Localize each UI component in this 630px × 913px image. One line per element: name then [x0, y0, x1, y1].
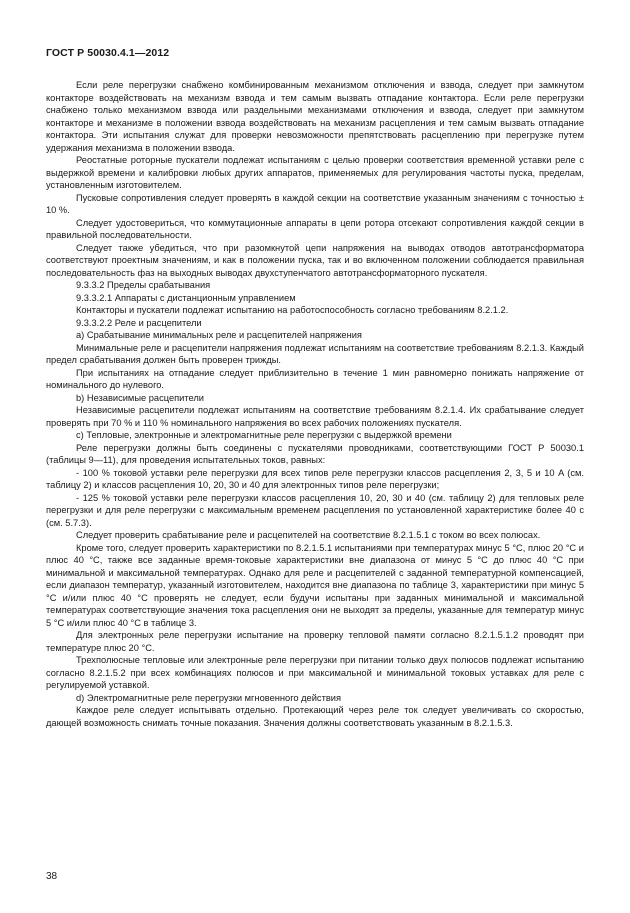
section-heading: 9.3.3.2 Пределы срабатывания	[76, 280, 211, 290]
paragraph: Реле перегрузки должны быть соединены с пускателями проводниками, соответствующими ГОСТ Р 50030.1 (таблицы 9—11), для проведения испытательных токов, равных:	[46, 442, 584, 465]
list-heading: b) Независимые расцепители	[76, 392, 205, 403]
paragraph: Пусковые сопротивления следует проверять в каждой секции на соответствие указанным значениям с точностью ± 10 %.	[46, 192, 584, 215]
paragraph: Для электронных реле перегрузки испытание на проверку тепловой памяти согласно 8.2.1.5.1.2 проводят при температуре плюс 20 °C.	[46, 630, 584, 653]
list-heading: d) Электромагнитные реле перегрузки мгновенного действия	[76, 692, 341, 703]
section-heading: 9.3.3.2.2 Реле и расцепители	[76, 317, 202, 328]
paragraph: Трехполюсные тепловые или электронные реле перегрузки при питании только двух полюсов подлежат испытанию согласно 8.2.1.5.2 при всех комбинациях полюсов и при максимальной и минимальной токовых уставках для реле с регулируемой уставкой.	[46, 655, 584, 690]
paragraph: Следует проверить срабатывание реле и расцепителей на соответствие 8.2.1.5.1 с током во всех полюсах.	[76, 530, 541, 540]
page-number: 38	[46, 871, 58, 882]
list-heading: a) Срабатывание минимальных реле и расцепителей напряжения	[76, 330, 362, 340]
paragraph: При испытаниях на отпадание следует приблизительно в течение 1 мин равномерно понижать напряжение от номинального до нулевого.	[46, 367, 584, 390]
paragraph: Контакторы и пускатели подлежат испытанию на работоспособность согласно требованиям 8.2.1.2.	[76, 305, 509, 315]
list-heading: c) Тепловые, электронные и электромагнитные реле перегрузки с выдержкой времени	[76, 430, 452, 440]
paragraph: Следует также убедиться, что при разомкнутой цепи напряжения на выводах отводов автотрансформатора соответствуют проектным значениям, и как в положении пуска, так и во включенном положении соблюдается правильная последовательность фаз на выходных выводах двухступенчатого автотрансформаторного пускателя.	[46, 242, 584, 278]
paragraph: Каждое реле следует испытывать отдельно. Протекающий через реле ток следует увеличивать со скоростью, дающей возможность снимать точные показания. Значения должны соответствовать указанным в 8.2.1.5.3.	[46, 705, 584, 728]
body-text	[46, 79, 584, 729]
paragraph: Реостатные роторные пускатели подлежат испытаниям с целью проверки соответствия временной уставки реле с выдержкой времени и калибровки любых других аппаратов, применяемых для регулирования частоты пуска, пределам, установленным изготовителем.	[46, 155, 584, 190]
section-heading: 9.3.3.2.1 Аппараты с дистанционным управлением	[76, 292, 296, 303]
standard-header: ГОСТ Р 50030.4.1—2012	[46, 47, 170, 59]
paragraph: Если реле перегрузки снабжено комбинированным механизмом отключения и взвода, следует при замкнутом контакторе воздействовать на механизм взвода и тем самым вызвать отпадание контактора. Если реле перегрузки снабжено только механизмом взвода или раздельными механизмами отключения и взвода, следует при замкнутом контакторе и механизме в положении взвода воздействовать на механизм расцепления и тем самым вызвать отпадание контактора. Эти испытания служат для проверки невозможности препятствовать расцеплению при перегрузке путем удержания механизма в положении взвода.	[46, 80, 584, 153]
list-item: - 100 % токовой уставки реле перегрузки для всех типов реле перегрузки классов расцепления 2, 3, 5 и 10 A (см. таблицу 2) и классов расцепления 10, 20, 30 и 40 для электронных типов реле перегрузки;	[46, 467, 584, 490]
paragraph: Независимые расцепители подлежат испытаниям на соответствие требованиям 8.2.1.4. Их срабатывание следует проверять при 70 % и 110 % номинального напряжения во всех рабочих положениях пускателя.	[46, 405, 584, 428]
paragraph: Кроме того, следует проверить характеристики по 8.2.1.5.1 испытаниями при температурах минус 5 °C, плюс 20 °C и плюс 40 °C, также все заданные время-токовые характеристики вне диапазона от минус 5 °C до плюс 40 °C при минимальной и максимальной температурах. Однако для реле и расцепителей с заданной температурной компенсацией, если диапазон температур, указанный изготовителем, находится вне диапазона по таблице 3, характеристики при минус 5 °C и/или плюс 40 °C проверять не следует, если будучи испытаны при заданных минимальной и максимальной температурах соответствующие значения тока расцепления они не выходят за пределы, указанные для температур минус 5 °C и/или плюс 40 °C в таблице 3.	[46, 542, 584, 628]
list-item: - 125 % токовой уставки реле перегрузки классов расцепления 10, 20, 30 и 40 (см. таблицу 2) для тепловых реле перегрузки и для реле перегрузки с максимальным временем расцепления по установленной характеристике более 40 с (см. 5.7.3).	[46, 492, 584, 528]
paragraph: Следует удостовериться, что коммутационные аппараты в цепи ротора отсекают сопротивления каждой секции в правильной последовательности.	[46, 217, 584, 240]
paragraph: Минимальные реле и расцепители напряжения подлежат испытаниям на соответствие требованиям 8.2.1.3. Каждый предел срабатывания должен быть проверен трижды.	[46, 342, 584, 365]
